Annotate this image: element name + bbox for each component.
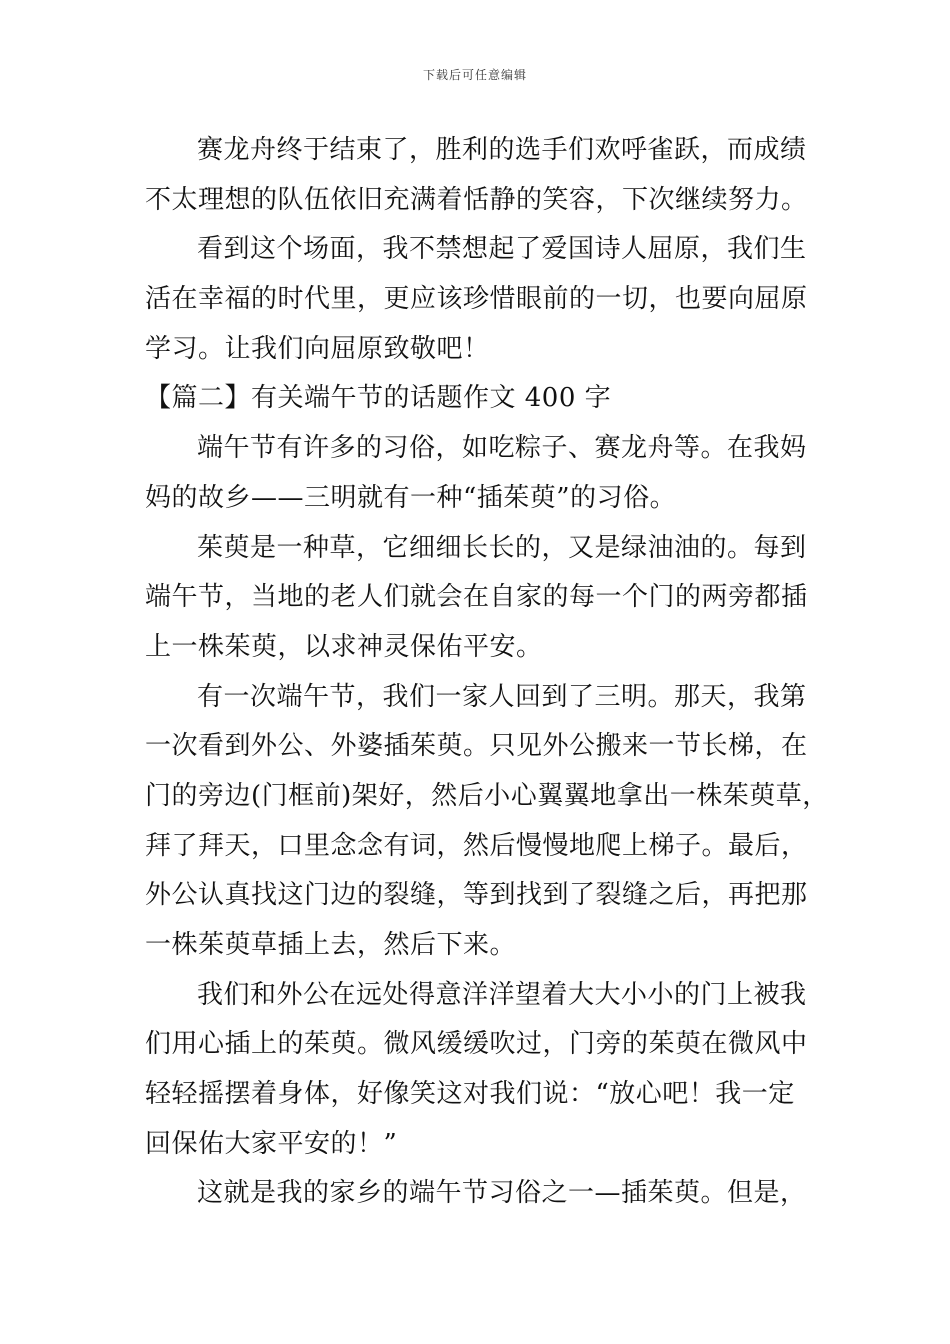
text-line: 们用心插上的茱萸。微风缓缓吹过，门旁的茱萸在微风中 xyxy=(145,1029,808,1060)
text-line: 学习。让我们向屈原致敬吧！ xyxy=(145,333,490,364)
text-line: 外公认真找这门边的裂缝，等到找到了裂缝之后，再把那 xyxy=(145,880,808,911)
text-line: 这就是我的家乡的端午节习俗之一—插茱萸。但是， xyxy=(197,1178,807,1209)
essay-body xyxy=(145,126,829,1219)
section-heading: 【篇二】有关端午节的话题作文 400 字 xyxy=(145,383,612,414)
text-line: 赛龙舟终于结束了，胜利的选手们欢呼雀跃，而成绩 xyxy=(197,135,807,165)
download-note: 下载后可任意编辑 xyxy=(422,68,527,82)
text-line: 一株茱萸草插上去，然后下来。 xyxy=(145,930,517,960)
text-line: 拜了拜天，口里念念有词，然后慢慢地爬上梯子。最后， xyxy=(145,830,808,861)
text-line: 活在幸福的时代里，更应该珍惜眼前的一切，也要向屈原 xyxy=(145,284,808,315)
text-line: 门的旁边(门框前)架好，然后小心翼翼地拿出一株茱萸草， xyxy=(145,780,829,811)
text-line: 我们和外公在远处得意洋洋望着大大小小的门上被我 xyxy=(197,979,807,1010)
text-line: 有一次端午节，我们一家人回到了三明。那天，我第 xyxy=(197,681,807,712)
text-line: 上一株茱萸，以求神灵保佑平安。 xyxy=(145,631,543,662)
text-line: 轻轻摇摆着身体，好像笑这对我们说：“放心吧！我一定 xyxy=(145,1079,795,1110)
text-line: 不太理想的队伍依旧充满着恬静的笑容，下次继续努力。 xyxy=(145,184,808,215)
text-line: 妈的故乡——三明就有一种“插茱萸”的习俗。 xyxy=(145,482,677,513)
text-line: 回保佑大家平安的！” xyxy=(145,1128,398,1159)
text-line: 看到这个场面，我不禁想起了爱国诗人屈原，我们生 xyxy=(197,234,807,265)
text-line: 端午节有许多的习俗，如吃粽子、赛龙舟等。在我妈 xyxy=(197,433,807,464)
text-line: 茱萸是一种草，它细细长长的，又是绿油油的。每到 xyxy=(197,532,807,563)
text-line: 端午节，当地的老人们就会在自家的每一个门的两旁都插 xyxy=(145,582,808,613)
text-line: 一次看到外公、外婆插茱萸。只见外公搬来一节长梯，在 xyxy=(145,731,808,762)
